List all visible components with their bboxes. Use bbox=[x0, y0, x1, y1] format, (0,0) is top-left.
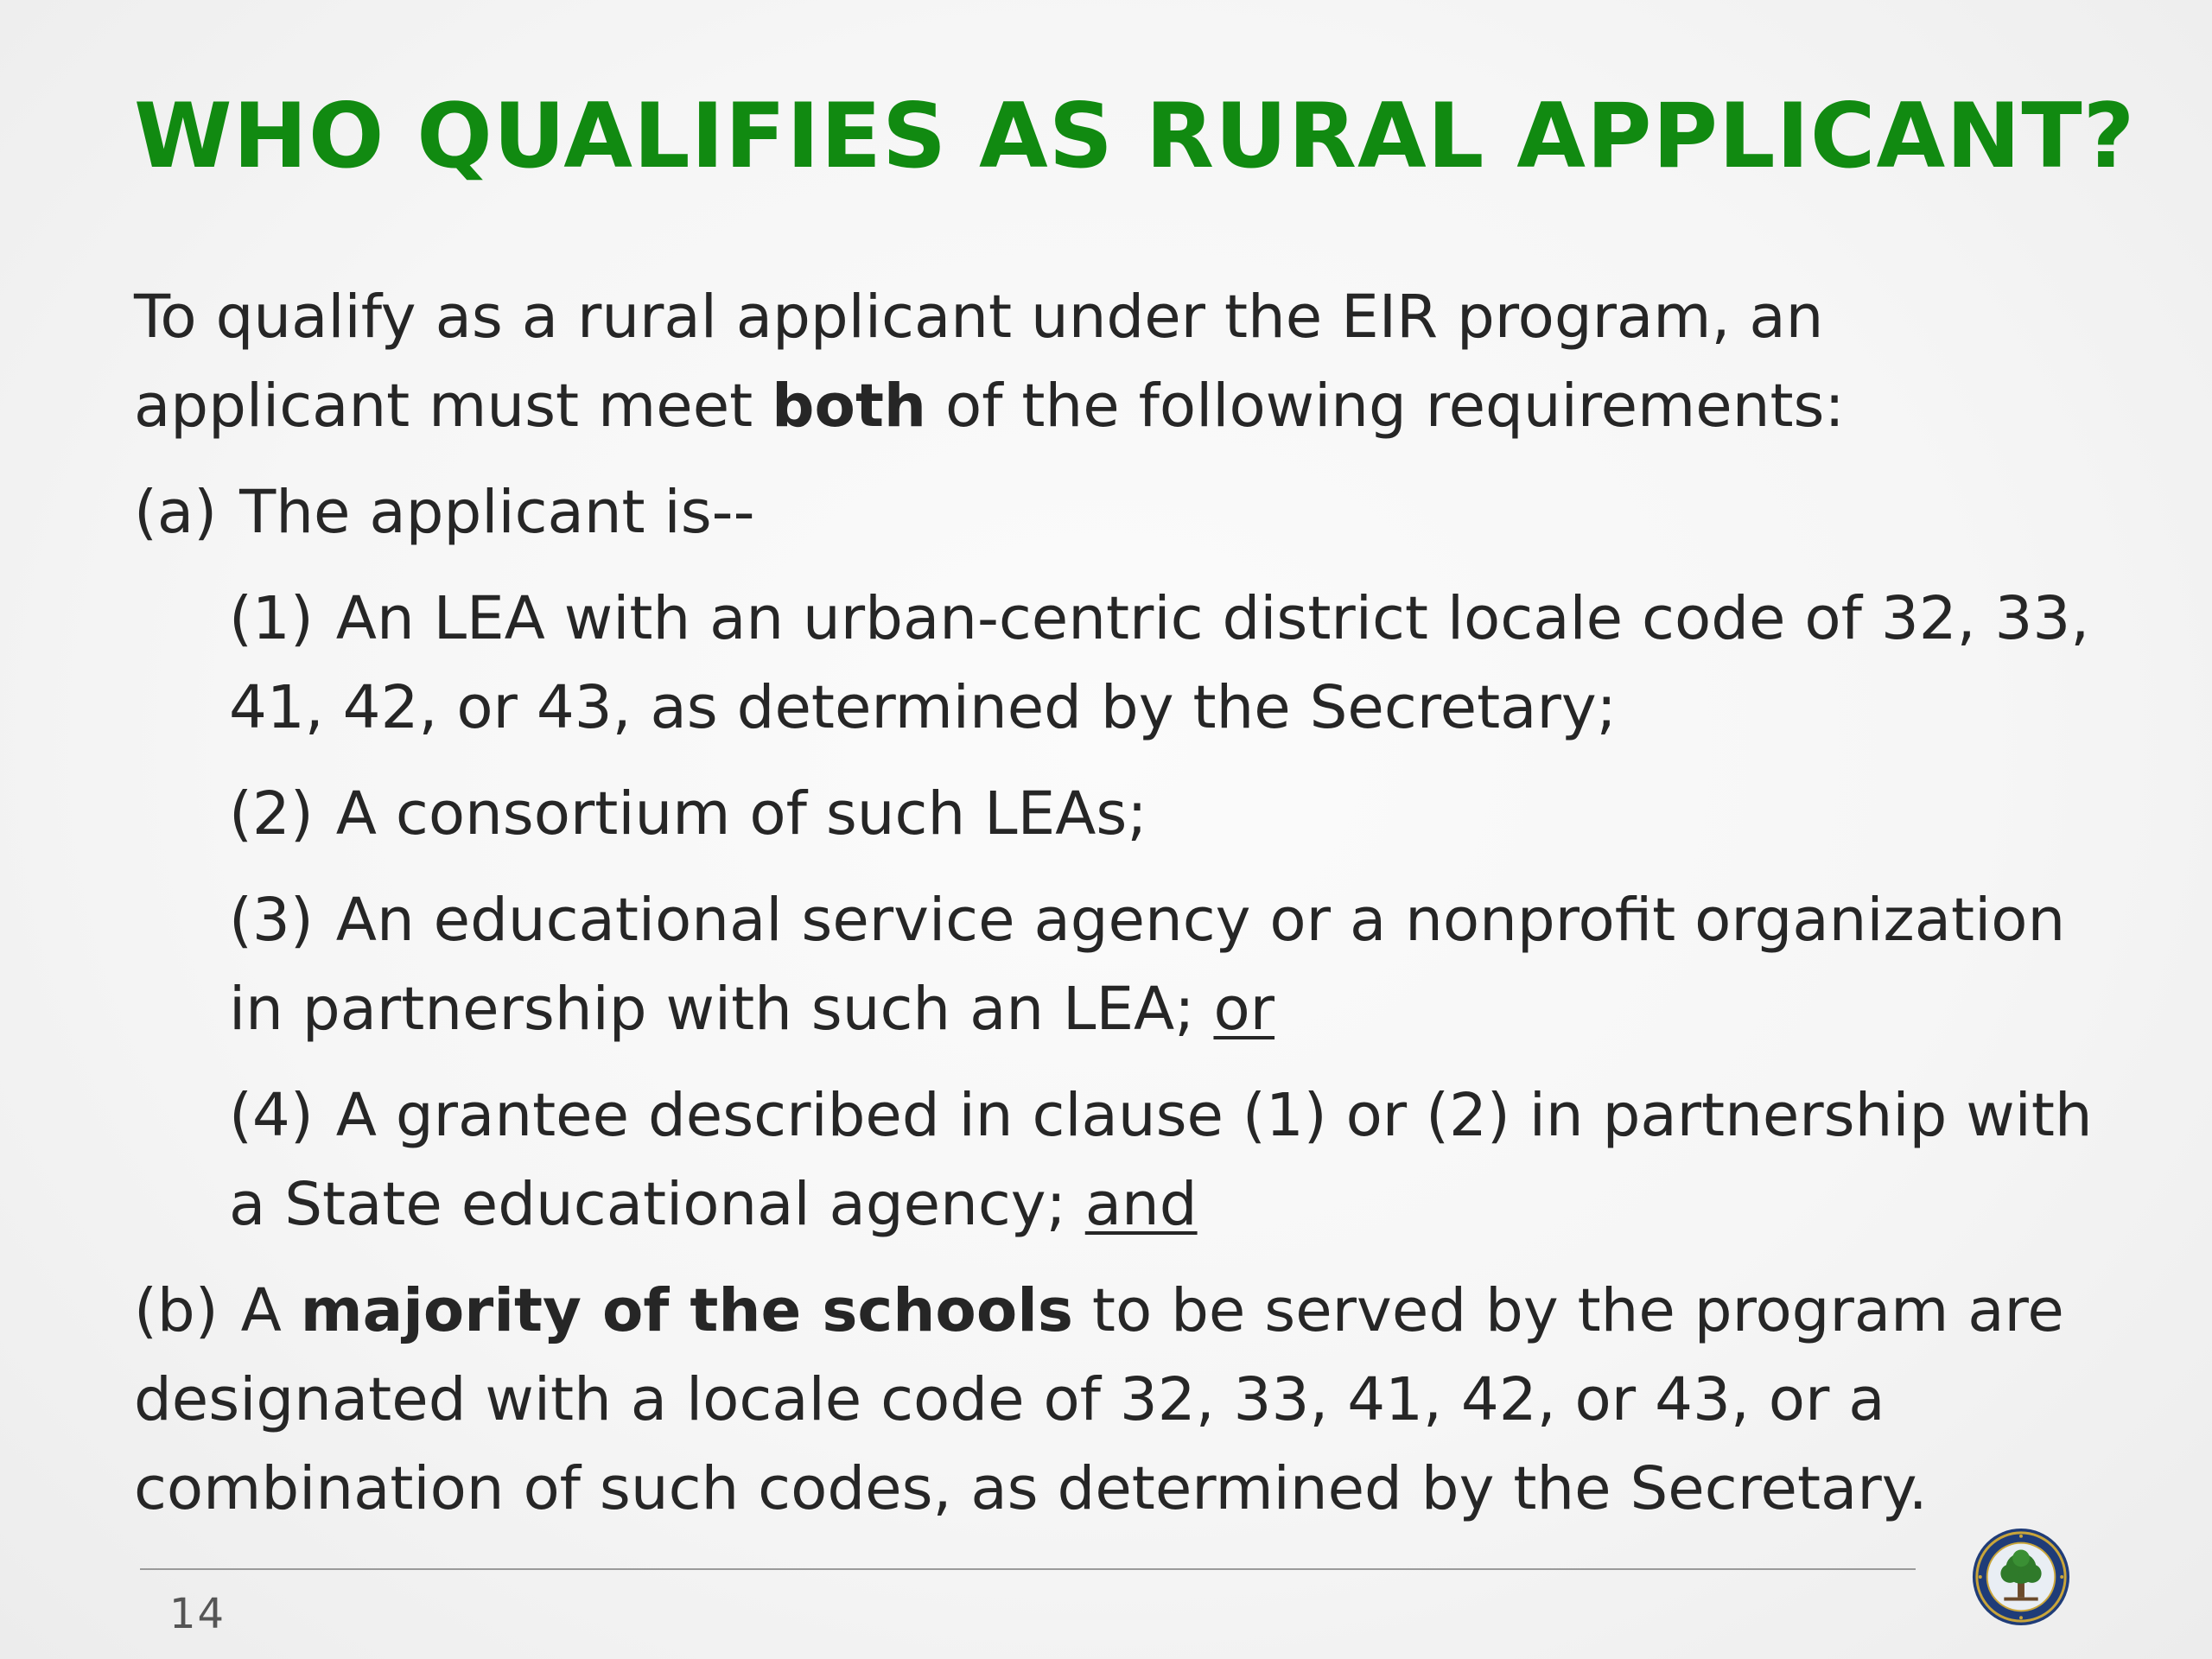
intro-text-1: To qualify as a rural applicant under the EIR program, an applicant must meet bbox=[134, 283, 1824, 441]
item-a-text: The applicant is-- bbox=[239, 478, 755, 547]
sub-item-4 bbox=[229, 1071, 2095, 1249]
sub-item-label: (1) bbox=[229, 584, 314, 653]
slide-title: WHO QUALIFIES AS RURAL APPLICANT? bbox=[134, 85, 2136, 188]
item-b-post: to be served by the program are designated with a locale code of 32, 33, 41, 42, or 43, or a combination of such codes, as determined by the Secretary. bbox=[134, 1276, 2064, 1523]
sub-item-text: A grantee described in clause (1) or (2) in partnership with a State educational agency; bbox=[229, 1081, 2093, 1239]
department-of-education-seal-icon bbox=[1970, 1526, 2072, 1628]
intro-paragraph bbox=[134, 273, 2095, 451]
intro-bold-text: both bbox=[772, 372, 927, 441]
page-number: 14 bbox=[169, 1590, 226, 1638]
item-a bbox=[134, 468, 2095, 557]
sub-item-text: A consortium of such LEAs; bbox=[335, 779, 1147, 849]
sub-item-2 bbox=[229, 770, 2095, 859]
sub-item-underlined-connector: and bbox=[1084, 1170, 1198, 1239]
item-b bbox=[134, 1267, 2095, 1534]
sub-item-label: (2) bbox=[229, 779, 314, 849]
item-b-label: (b) bbox=[134, 1276, 219, 1345]
sub-item-text: An LEA with an urban-centric district locale code of 32, 33, 41, 42, or 43, as determined by the Secretary; bbox=[229, 584, 2090, 742]
item-b-bold-text: majority of the schools bbox=[300, 1276, 1073, 1345]
item-b-pre: A bbox=[240, 1276, 301, 1345]
sub-item-underlined-connector: or bbox=[1213, 975, 1275, 1044]
footer-divider bbox=[140, 1568, 1916, 1570]
slide-body bbox=[134, 273, 2095, 1551]
intro-text-2: of the following requirements: bbox=[926, 372, 1845, 441]
sub-item-text: An educational service agency or a nonprofit organization in partnership with such an LEA; bbox=[229, 886, 2066, 1044]
item-a-label: (a) bbox=[134, 478, 218, 547]
sub-item-1 bbox=[229, 575, 2095, 753]
sub-item-label: (3) bbox=[229, 886, 314, 955]
sub-item-3 bbox=[229, 876, 2095, 1054]
sub-item-label: (4) bbox=[229, 1081, 314, 1150]
